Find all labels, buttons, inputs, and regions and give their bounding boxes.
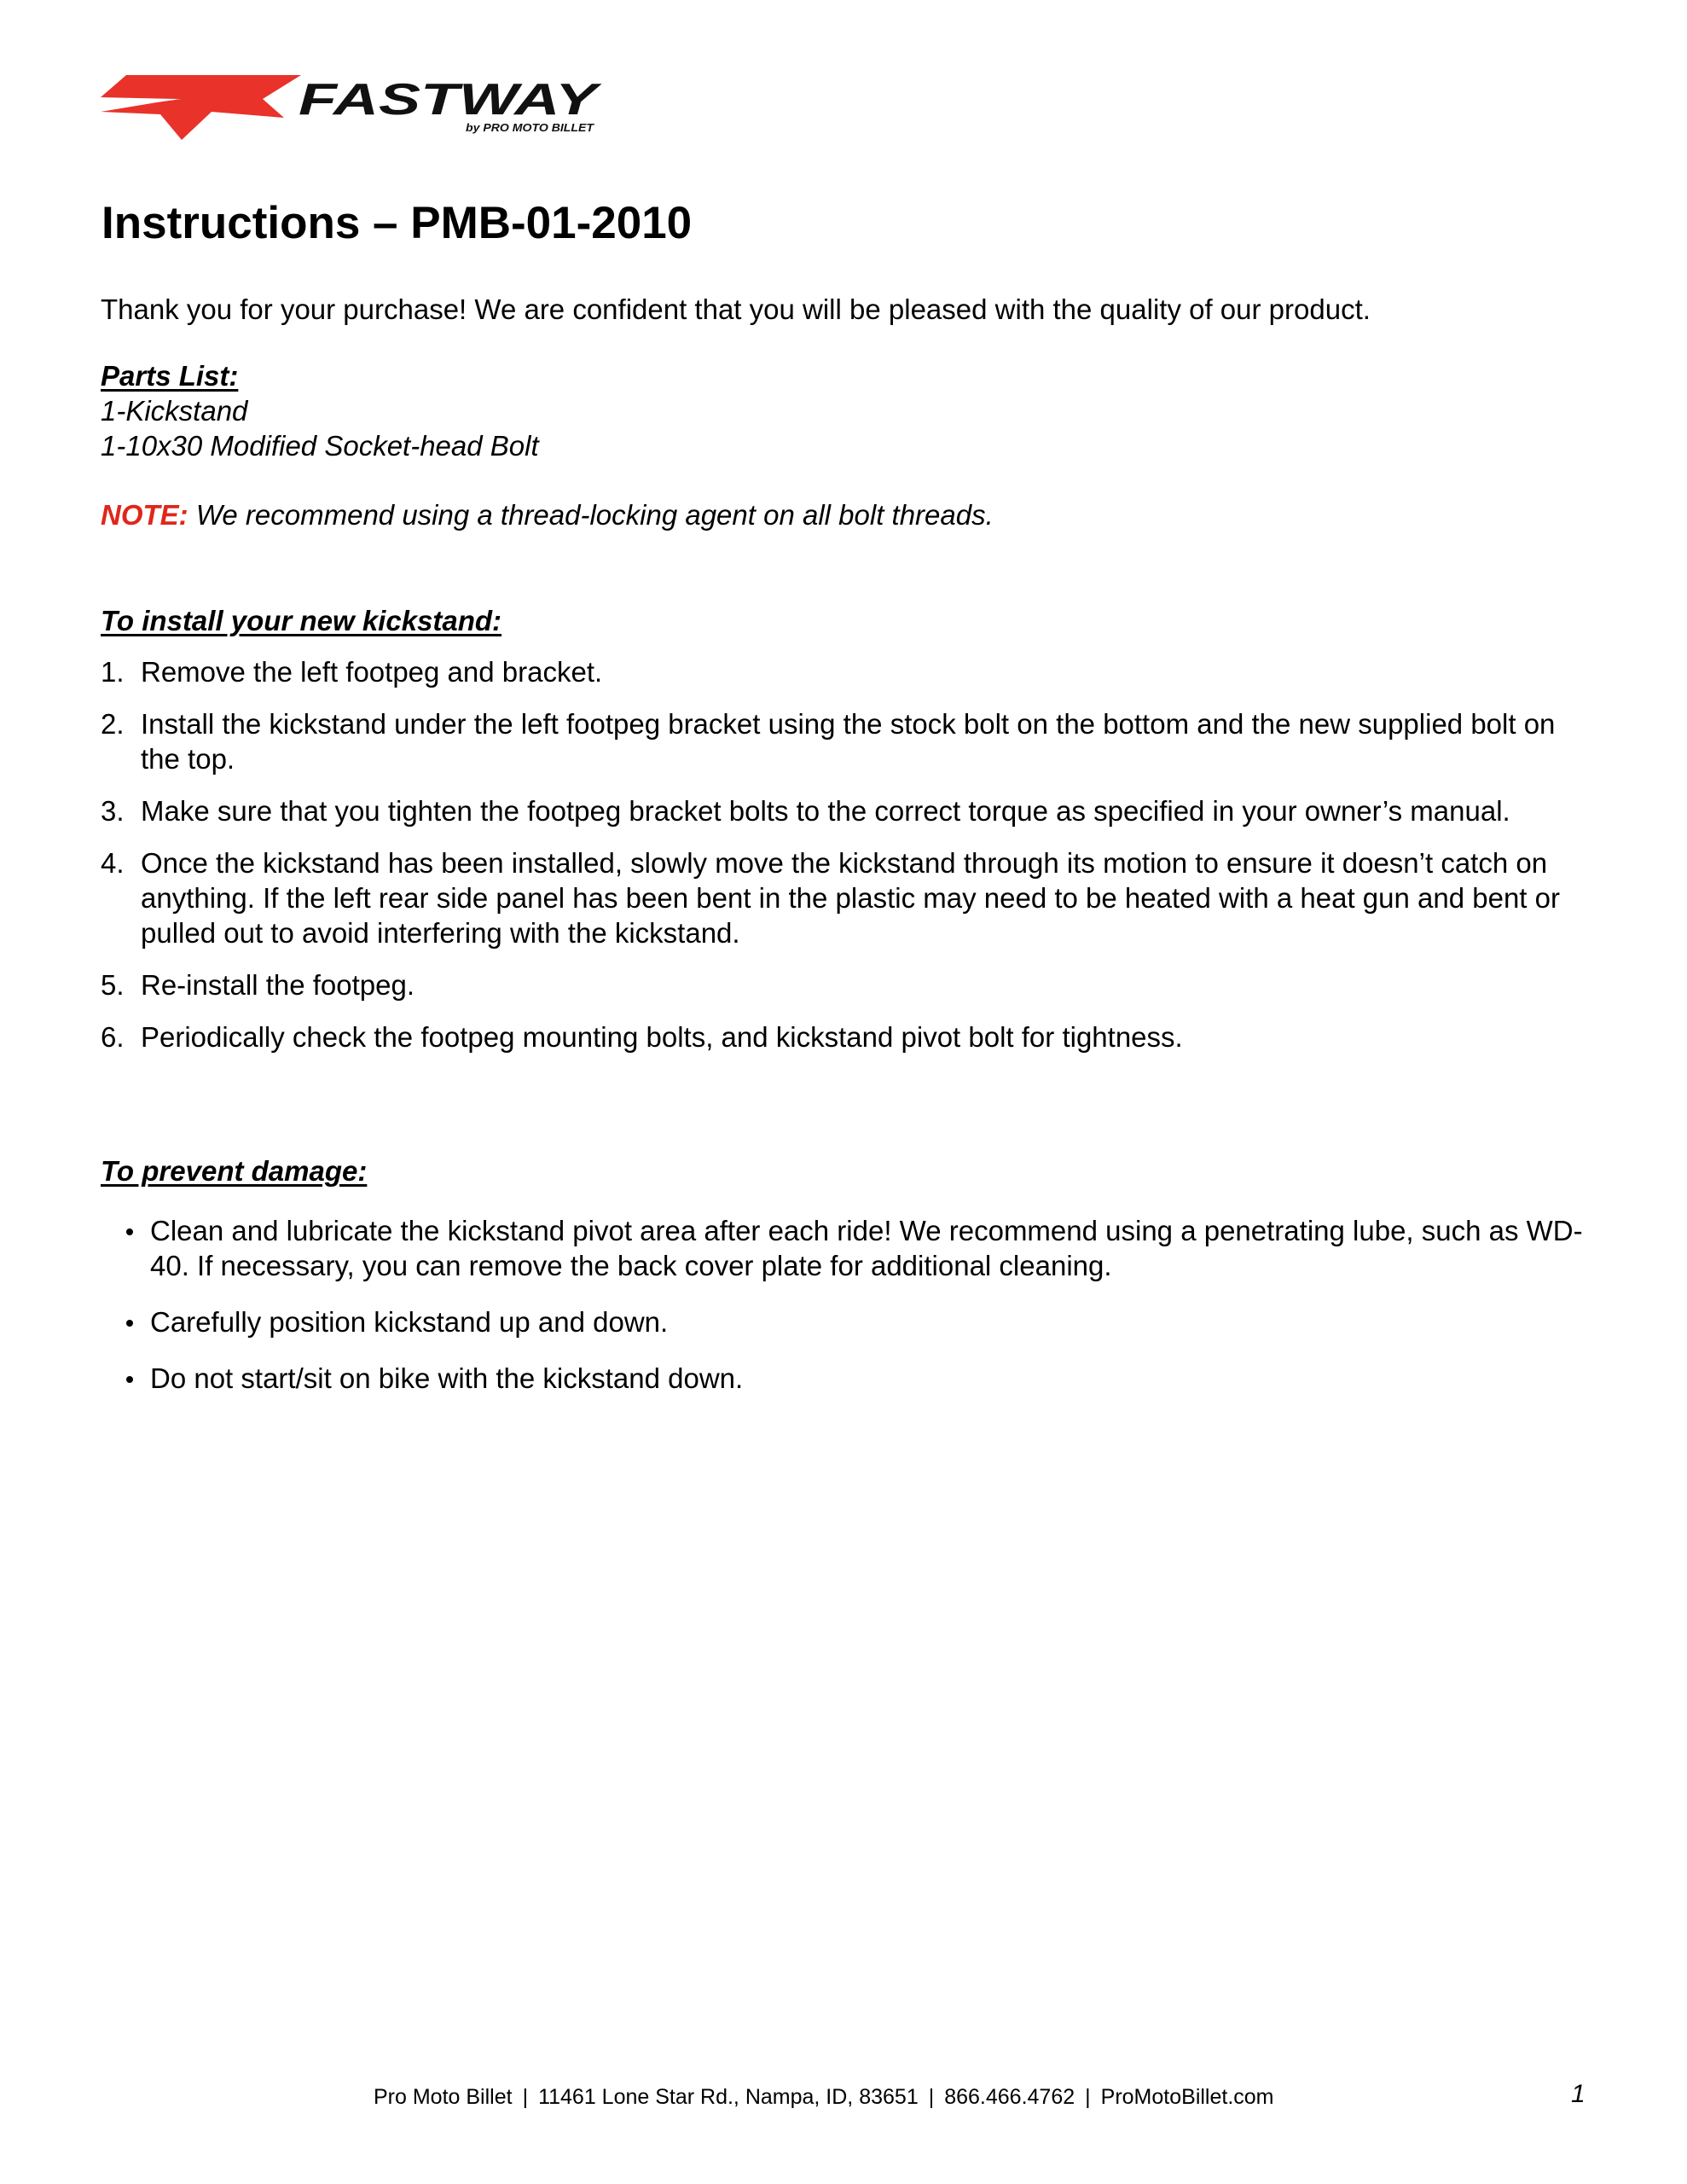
step-text: Install the kickstand under the left footpeg bracket using the stock bolt on the bottom and the new supplied bolt on the top. — [141, 708, 1556, 775]
footer-separator: | — [1085, 2085, 1091, 2109]
step-number: 4. — [101, 847, 125, 879]
prevent-damage-heading: To prevent damage: — [101, 1155, 368, 1187]
step-number: 1. — [101, 656, 125, 688]
install-heading: To install your new kickstand: — [101, 605, 502, 636]
footer — [374, 2084, 1274, 2110]
install-step — [101, 706, 1593, 776]
prevent-damage-item — [119, 1361, 1603, 1396]
page-number: 1 — [1571, 2080, 1586, 2108]
footer-address: 11461 Lone Star Rd., Nampa, ID, 83651 — [538, 2085, 919, 2109]
prevent-damage-item — [119, 1213, 1603, 1283]
footer-separator: | — [522, 2085, 529, 2109]
intro-text: Thank you for your purchase! We are confident that you will be pleased with the quality of our product. — [101, 293, 1371, 325]
install-step — [101, 1019, 1593, 1054]
bullet-text: Clean and lubricate the kickstand pivot area after each ride! We recommend using a penetrating lube, such as WD-40. If necessary, you can remove the back cover plate for additional cleaning. — [150, 1215, 1583, 1281]
step-number: 5. — [101, 969, 125, 1001]
install-step — [101, 654, 1593, 689]
prevent-damage-list — [119, 1213, 1603, 1417]
page-title: Instructions – PMB-01-2010 — [101, 198, 693, 248]
step-text: Remove the left footpeg and bracket. — [141, 656, 603, 688]
install-step — [101, 793, 1593, 828]
step-text: Once the kickstand has been installed, slowly move the kickstand through its motion to ensure it doesn’t catch on anything. If the left rear side panel has been bent in the plastic may need to be heated with a heat gun and bent or pulled out to avoid interfering with the kickstand. — [141, 847, 1560, 949]
note-text: We recommend using a thread-locking agent on all bolt threads. — [188, 499, 994, 531]
footer-phone: 866.466.4762 — [944, 2085, 1075, 2109]
bullet-text: Do not start/sit on bike with the kickstand down. — [150, 1362, 744, 1394]
footer-company: Pro Moto Billet — [374, 2085, 513, 2109]
parts-list-heading: Parts List: — [101, 360, 239, 392]
prevent-damage-item — [119, 1304, 1603, 1339]
bullet-icon — [126, 1228, 133, 1235]
note-label: NOTE: — [101, 499, 188, 531]
logo-brand-text: FASTWAY — [299, 75, 603, 125]
footer-separator: | — [928, 2085, 935, 2109]
parts-list-item: 1-Kickstand — [101, 395, 248, 427]
logo-tagline-text: by PRO MOTO BILLET — [466, 121, 595, 134]
step-number: 2. — [101, 708, 125, 740]
step-number: 3. — [101, 795, 125, 827]
bullet-icon — [126, 1376, 133, 1383]
note — [101, 497, 994, 532]
footer-website[interactable]: ProMotoBillet.com — [1100, 2085, 1274, 2109]
parts-list-item: 1-10x30 Modified Socket-head Bolt — [101, 430, 539, 462]
install-steps-list — [101, 654, 1593, 1072]
step-text: Make sure that you tighten the footpeg bracket bolts to the correct torque as specified in your owner’s manual. — [141, 795, 1510, 827]
parts-list — [101, 393, 539, 463]
step-number: 6. — [101, 1021, 125, 1053]
step-text: Periodically check the footpeg mounting bolts, and kickstand pivot bolt for tightness. — [141, 1021, 1183, 1053]
logo-swoosh-icon — [101, 75, 301, 140]
step-text: Re-install the footpeg. — [141, 969, 415, 1001]
bullet-text: Carefully position kickstand up and down. — [150, 1306, 669, 1338]
fastway-logo — [101, 73, 604, 140]
bullet-icon — [126, 1320, 133, 1327]
install-step — [101, 967, 1593, 1002]
install-step — [101, 845, 1593, 950]
